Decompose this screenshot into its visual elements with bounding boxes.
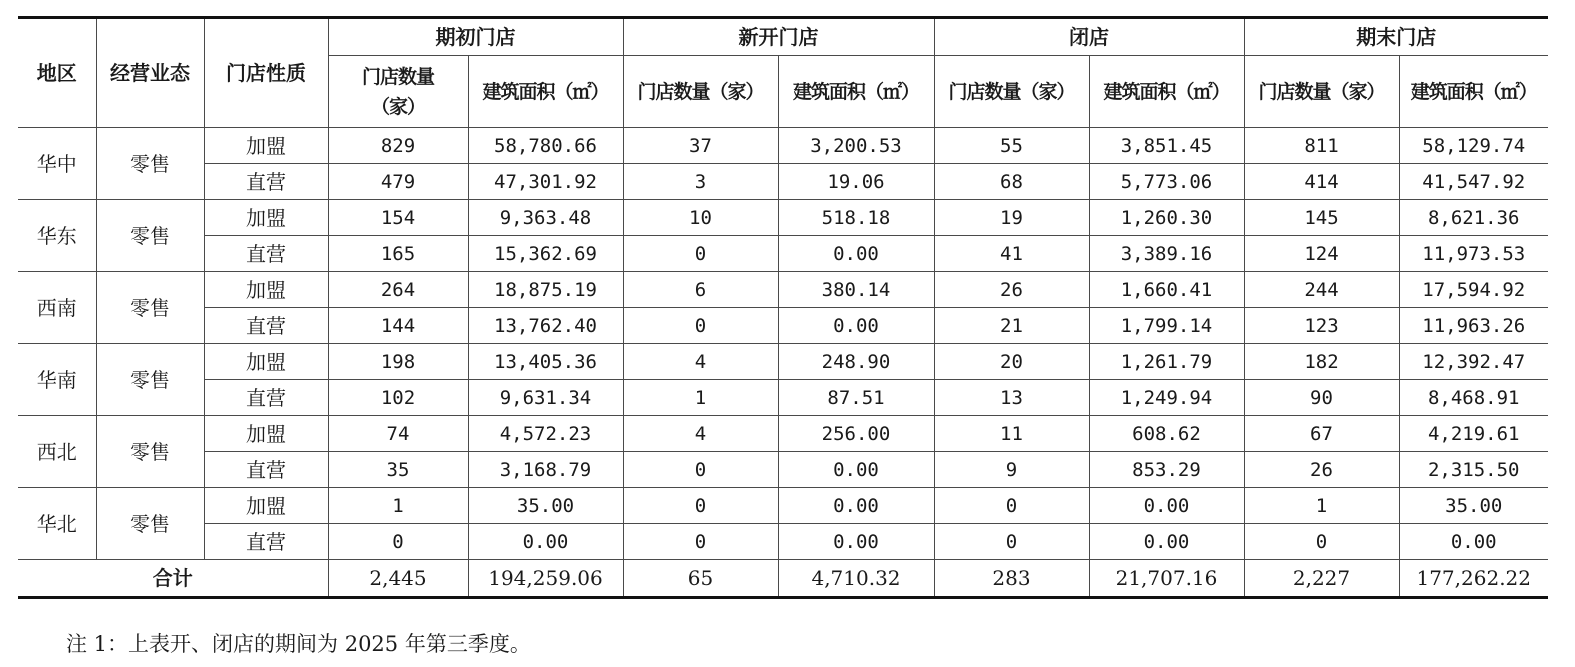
value-cell: 0 — [623, 488, 778, 524]
header-sub: 门店数量（家） — [328, 56, 468, 128]
value-cell: 244 — [1244, 272, 1399, 308]
value-cell: 35 — [328, 452, 468, 488]
total-cell: 283 — [934, 560, 1089, 598]
total-cell: 65 — [623, 560, 778, 598]
format-cell: 零售 — [96, 416, 204, 488]
value-cell: 67 — [1244, 416, 1399, 452]
value-cell: 144 — [328, 308, 468, 344]
value-cell: 8,621.36 — [1399, 200, 1548, 236]
value-cell: 0.00 — [778, 452, 934, 488]
table-row — [18, 128, 1548, 164]
value-cell: 0.00 — [778, 236, 934, 272]
nature-cell: 直营 — [204, 236, 328, 272]
value-cell: 380.14 — [778, 272, 934, 308]
value-cell: 256.00 — [778, 416, 934, 452]
value-cell: 1,660.41 — [1089, 272, 1244, 308]
table-row — [18, 452, 1548, 488]
nature-cell: 加盟 — [204, 200, 328, 236]
table-row — [18, 524, 1548, 560]
value-cell: 0.00 — [778, 488, 934, 524]
value-cell: 0 — [1244, 524, 1399, 560]
nature-cell: 加盟 — [204, 128, 328, 164]
value-cell: 58,780.66 — [468, 128, 623, 164]
value-cell: 11,973.53 — [1399, 236, 1548, 272]
value-cell: 26 — [934, 272, 1089, 308]
total-label: 合计 — [18, 560, 328, 598]
header-sub: 建筑面积（㎡） — [468, 56, 623, 128]
value-cell: 811 — [1244, 128, 1399, 164]
table-row — [18, 344, 1548, 380]
value-cell: 3,851.45 — [1089, 128, 1244, 164]
region-cell: 华南 — [18, 344, 96, 416]
value-cell: 4 — [623, 344, 778, 380]
value-cell: 37 — [623, 128, 778, 164]
value-cell: 1 — [623, 380, 778, 416]
total-cell: 2,227 — [1244, 560, 1399, 598]
nature-cell: 加盟 — [204, 488, 328, 524]
value-cell: 1,261.79 — [1089, 344, 1244, 380]
region-cell: 华东 — [18, 200, 96, 272]
header-sub: 建筑面积（㎡） — [778, 56, 934, 128]
value-cell: 17,594.92 — [1399, 272, 1548, 308]
value-cell: 21 — [934, 308, 1089, 344]
total-cell: 4,710.32 — [778, 560, 934, 598]
value-cell: 15,362.69 — [468, 236, 623, 272]
nature-cell: 直营 — [204, 308, 328, 344]
value-cell: 41 — [934, 236, 1089, 272]
value-cell: 74 — [328, 416, 468, 452]
value-cell: 853.29 — [1089, 452, 1244, 488]
value-cell: 0 — [934, 524, 1089, 560]
value-cell: 1 — [328, 488, 468, 524]
region-cell: 西北 — [18, 416, 96, 488]
value-cell: 3 — [623, 164, 778, 200]
table-row — [18, 380, 1548, 416]
value-cell: 0.00 — [778, 524, 934, 560]
value-cell: 0.00 — [1399, 524, 1548, 560]
value-cell: 9,631.34 — [468, 380, 623, 416]
value-cell: 829 — [328, 128, 468, 164]
value-cell: 68 — [934, 164, 1089, 200]
nature-cell: 加盟 — [204, 344, 328, 380]
value-cell: 10 — [623, 200, 778, 236]
value-cell: 18,875.19 — [468, 272, 623, 308]
region-cell: 华北 — [18, 488, 96, 560]
value-cell: 102 — [328, 380, 468, 416]
total-cell: 21,707.16 — [1089, 560, 1244, 598]
value-cell: 518.18 — [778, 200, 934, 236]
table-row — [18, 272, 1548, 308]
value-cell: 0 — [623, 524, 778, 560]
nature-cell: 直营 — [204, 452, 328, 488]
value-cell: 19.06 — [778, 164, 934, 200]
value-cell: 58,129.74 — [1399, 128, 1548, 164]
header-group-opening: 期初门店 — [328, 18, 623, 56]
value-cell: 479 — [328, 164, 468, 200]
value-cell: 4,219.61 — [1399, 416, 1548, 452]
total-cell: 177,262.22 — [1399, 560, 1548, 598]
value-cell: 0.00 — [1089, 488, 1244, 524]
value-cell: 1,249.94 — [1089, 380, 1244, 416]
value-cell: 13,762.40 — [468, 308, 623, 344]
header-sub: 门店数量（家） — [1244, 56, 1399, 128]
value-cell: 4 — [623, 416, 778, 452]
table-row — [18, 164, 1548, 200]
format-cell: 零售 — [96, 200, 204, 272]
value-cell: 47,301.92 — [468, 164, 623, 200]
value-cell: 55 — [934, 128, 1089, 164]
header-sub: 门店数量（家） — [934, 56, 1089, 128]
value-cell: 0 — [623, 308, 778, 344]
value-cell: 8,468.91 — [1399, 380, 1548, 416]
value-cell: 19 — [934, 200, 1089, 236]
format-cell: 零售 — [96, 344, 204, 416]
value-cell: 9 — [934, 452, 1089, 488]
nature-cell: 直营 — [204, 380, 328, 416]
value-cell: 123 — [1244, 308, 1399, 344]
value-cell: 0.00 — [778, 308, 934, 344]
value-cell: 182 — [1244, 344, 1399, 380]
value-cell: 11,963.26 — [1399, 308, 1548, 344]
value-cell: 2,315.50 — [1399, 452, 1548, 488]
value-cell: 3,200.53 — [778, 128, 934, 164]
table-row — [18, 200, 1548, 236]
value-cell: 154 — [328, 200, 468, 236]
value-cell: 90 — [1244, 380, 1399, 416]
value-cell: 12,392.47 — [1399, 344, 1548, 380]
value-cell: 4,572.23 — [468, 416, 623, 452]
value-cell: 41,547.92 — [1399, 164, 1548, 200]
table-footnote: 注 1：上表开、闭店的期间为 2025 年第三季度。 — [66, 632, 531, 656]
value-cell: 0 — [623, 452, 778, 488]
table-row — [18, 236, 1548, 272]
value-cell: 0 — [328, 524, 468, 560]
value-cell: 35.00 — [468, 488, 623, 524]
header-group-ending: 期末门店 — [1244, 18, 1548, 56]
region-cell: 华中 — [18, 128, 96, 200]
value-cell: 165 — [328, 236, 468, 272]
format-cell: 零售 — [96, 272, 204, 344]
format-cell: 零售 — [96, 488, 204, 560]
nature-cell: 加盟 — [204, 416, 328, 452]
nature-cell: 直营 — [204, 164, 328, 200]
table-row — [18, 416, 1548, 452]
value-cell: 0 — [934, 488, 1089, 524]
table-row — [18, 308, 1548, 344]
value-cell: 145 — [1244, 200, 1399, 236]
value-cell: 1,799.14 — [1089, 308, 1244, 344]
header-group-closed: 闭店 — [934, 18, 1244, 56]
value-cell: 9,363.48 — [468, 200, 623, 236]
value-cell: 3,168.79 — [468, 452, 623, 488]
header-sub: 建筑面积（㎡） — [1089, 56, 1244, 128]
total-row — [18, 560, 1548, 598]
value-cell: 124 — [1244, 236, 1399, 272]
region-cell: 西南 — [18, 272, 96, 344]
format-cell: 零售 — [96, 128, 204, 200]
value-cell: 1,260.30 — [1089, 200, 1244, 236]
value-cell: 11 — [934, 416, 1089, 452]
nature-cell: 直营 — [204, 524, 328, 560]
store-table — [18, 16, 1548, 599]
value-cell: 13 — [934, 380, 1089, 416]
header-sub: 建筑面积（㎡） — [1399, 56, 1548, 128]
value-cell: 6 — [623, 272, 778, 308]
header-region: 地区 — [18, 18, 96, 128]
value-cell: 3,389.16 — [1089, 236, 1244, 272]
value-cell: 414 — [1244, 164, 1399, 200]
value-cell: 0.00 — [1089, 524, 1244, 560]
value-cell: 198 — [328, 344, 468, 380]
value-cell: 5,773.06 — [1089, 164, 1244, 200]
value-cell: 248.90 — [778, 344, 934, 380]
value-cell: 13,405.36 — [468, 344, 623, 380]
header-sub: 门店数量（家） — [623, 56, 778, 128]
nature-cell: 加盟 — [204, 272, 328, 308]
header-group-new: 新开门店 — [623, 18, 934, 56]
header-format: 经营业态 — [96, 18, 204, 128]
value-cell: 264 — [328, 272, 468, 308]
value-cell: 20 — [934, 344, 1089, 380]
value-cell: 0 — [623, 236, 778, 272]
value-cell: 26 — [1244, 452, 1399, 488]
total-cell: 2,445 — [328, 560, 468, 598]
table-body — [18, 128, 1548, 560]
value-cell: 0.00 — [468, 524, 623, 560]
header-nature: 门店性质 — [204, 18, 328, 128]
value-cell: 608.62 — [1089, 416, 1244, 452]
value-cell: 35.00 — [1399, 488, 1548, 524]
total-cell: 194,259.06 — [468, 560, 623, 598]
value-cell: 1 — [1244, 488, 1399, 524]
table-row — [18, 488, 1548, 524]
value-cell: 87.51 — [778, 380, 934, 416]
